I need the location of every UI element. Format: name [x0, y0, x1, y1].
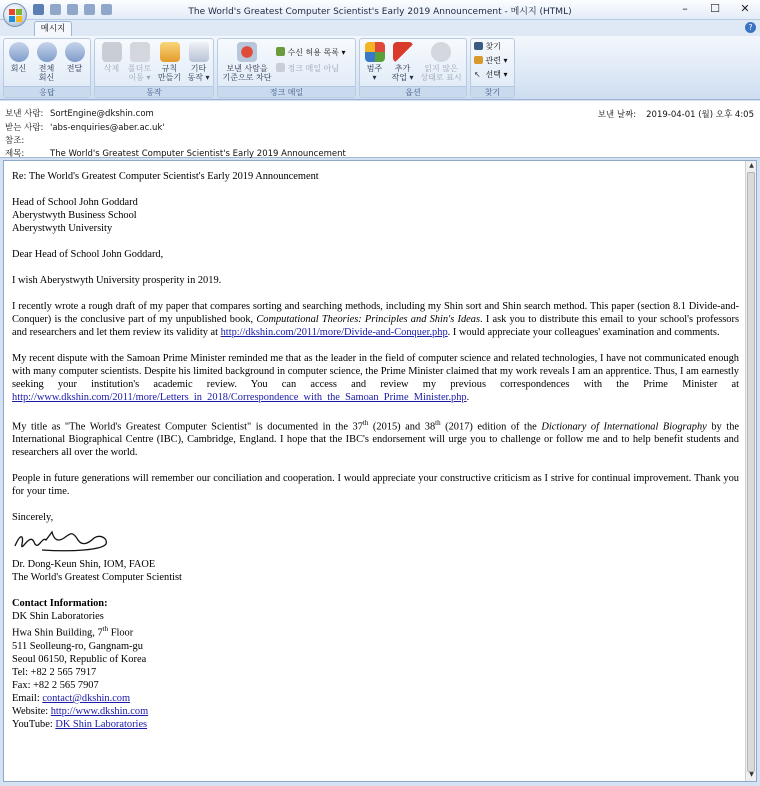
wish-line: I wish Aberystwyth University prosperity in 2019.	[12, 275, 222, 286]
select-button[interactable]: ↖ 선택 ▾	[474, 70, 508, 79]
delete-icon	[102, 42, 122, 62]
paragraph-4: People in future generations will remember our conciliation and cooperation. I would appreciate your constructive criticism as I strive for continual improvement. Thank you for your time.	[12, 473, 739, 498]
tab-message[interactable]: 메시지	[34, 21, 72, 36]
close-button[interactable]: ✕	[740, 2, 750, 15]
mark-unread-button[interactable]: 읽지 않은 상태로 표시	[417, 42, 465, 82]
group-respond	[3, 38, 91, 98]
website-link[interactable]: http://www.dkshin.com	[50, 705, 149, 717]
contact-block: Contact Information: DK Shin Laboratories Hwa Shin Building, 7th Floor 511 Seolleung-ro, Gangnam-gu Seoul 06150, Republic of Korea Tel: +82 2 565 7917 Fax: +82 2 565 7907 Email: contact@dkshin.com Website: http://www.dkshin.com YouTube: DK Shin Laboratories	[12, 598, 149, 730]
cc-row: 참조:	[5, 136, 25, 146]
forward-button[interactable]: 전달	[61, 42, 88, 73]
scroll-up-icon[interactable]: ▲	[749, 162, 754, 169]
closing: Sincerely,	[12, 512, 54, 524]
reply-all-button[interactable]: 전체 회신	[33, 42, 60, 82]
recipient-address: Head of School John Goddard Aberystwyth Business School Aberystwyth University	[12, 197, 138, 234]
group-find	[470, 38, 515, 98]
message-body[interactable]	[3, 160, 757, 782]
mark-unread-icon	[431, 42, 451, 62]
subject-value: The World's Greatest Computer Scientist's Early 2019 Announcement	[50, 149, 346, 159]
greeting: Dear Head of School John Goddard,	[12, 249, 164, 260]
message-content	[12, 170, 739, 744]
block-sender-icon	[237, 42, 257, 62]
categorize-icon	[365, 42, 385, 62]
not-junk-icon	[276, 63, 285, 72]
from-value[interactable]: SortEngine@dkshin.com	[50, 109, 154, 119]
paragraph-3: My title as "The World's Greatest Computer Scientist" is documented in the 37th (2015) and 38th (2017) edition of the Dictionary of International Biography by the International Biographical Centre (IBC), Cambridge, England. I hope that the IBC's endorsement will urge you to challenge or follow me and to help benefit students and researchers all over the world.	[12, 419, 740, 459]
group-junk-mail	[217, 38, 356, 98]
move-to-folder-button[interactable]: 폴더로 이동 ▾	[126, 42, 153, 82]
to-row: 받는 사람: 'abs-enquiries@aber.ac.uk'	[5, 123, 165, 133]
window-title: The World's Greatest Computer Scientist's Early 2019 Announcement - 메시지 (HTML)	[188, 7, 572, 17]
cursor-icon: ↖	[474, 70, 481, 79]
create-rule-button[interactable]: 규칙 만들기	[156, 42, 183, 82]
group-title-actions: 동작	[95, 86, 213, 97]
binoculars-icon	[474, 42, 483, 50]
scroll-down-icon[interactable]: ▼	[749, 771, 754, 778]
scroll-thumb[interactable]	[747, 172, 755, 772]
follow-up-button[interactable]: 추가 작업 ▾	[389, 42, 416, 82]
email-link[interactable]: contact@dkshin.com	[42, 692, 131, 704]
other-actions-icon	[189, 42, 209, 62]
window-controls	[670, 0, 760, 18]
subject-row: 제목: The World's Greatest Computer Scientist's Early 2019 Announcement	[5, 149, 346, 159]
office-button[interactable]	[3, 3, 27, 27]
other-actions-button[interactable]: 기타 동작 ▾	[185, 42, 212, 82]
message-header	[0, 101, 760, 158]
related-button[interactable]: 관련 ▾	[474, 56, 508, 66]
group-title-options: 옵션	[360, 86, 466, 97]
minimize-button[interactable]: –	[682, 2, 688, 15]
sent-date: 보낸 날짜: 2019-04-01 (월) 오후 4:05	[597, 110, 754, 120]
paragraph-2: My recent dispute with the Samoan Prime Minister reminded me that as the leader in the field of computer science and related technologies, I have not communicated enough with many computer scientists. Despite his limited background in computer science, the Prime Minister claimed that my work reveals I am an apprentice. Thus, I am earnestly seeking your institution's academic review. You can access and review my previous correspondences with the Prime Minister at http://www.dkshin.com/2011/more/Letters_in_2018/Correspondence_with_the_Samoan_Prime_Minister.php.	[12, 353, 739, 403]
reply-all-icon	[37, 42, 57, 62]
reply-button[interactable]: 회신	[5, 42, 32, 73]
group-title-junk-mail: 정크 메일	[218, 86, 355, 97]
block-sender-button[interactable]: 보낸 사람을 기준으로 차단	[220, 42, 274, 82]
signature-image	[12, 526, 112, 556]
maximize-button[interactable]: ☐	[710, 2, 720, 15]
not-junk-button[interactable]: 정크 메일 아님	[276, 63, 339, 74]
to-value[interactable]: 'abs-enquiries@aber.ac.uk'	[50, 123, 165, 133]
group-title-respond: 응답	[4, 86, 90, 97]
delete-button[interactable]: 삭제	[98, 42, 125, 73]
youtube-link[interactable]: DK Shin Laboratories	[55, 718, 148, 730]
find-button[interactable]: 찾기	[474, 42, 501, 52]
from-row: 보낸 사람: SortEngine@dkshin.com	[5, 109, 154, 119]
ribbon	[0, 36, 760, 100]
re-line: Re: The World's Greatest Computer Scientist's Early 2019 Announcement	[12, 171, 319, 182]
flag-icon	[393, 42, 413, 62]
office-logo-icon	[9, 9, 22, 22]
forward-icon	[65, 42, 85, 62]
correspondence-link[interactable]: http://www.dkshin.com/2011/more/Letters_in_2018/Correspondence_with_the_Samoan_Prime_Minister.php	[12, 392, 467, 403]
ribbon-tab-bar	[0, 20, 760, 36]
divide-and-conquer-link[interactable]: http://dkshin.com/2011/more/Divide-and-Conquer.php	[220, 327, 448, 338]
reply-icon	[9, 42, 29, 62]
group-title-find: 찾기	[471, 86, 514, 97]
group-options	[359, 38, 467, 98]
related-icon	[474, 56, 483, 64]
help-icon[interactable]: ?	[745, 22, 756, 33]
safe-list-icon	[276, 47, 285, 56]
signer-block: Dr. Dong-Keun Shin, IOM, FAOE The World's Greatest Computer Scientist	[12, 559, 182, 584]
vertical-scrollbar[interactable]	[745, 161, 756, 781]
folder-move-icon	[130, 42, 150, 62]
group-actions	[94, 38, 214, 98]
rule-icon	[160, 42, 180, 62]
categorize-button[interactable]: 범주 ▾	[361, 42, 388, 82]
paragraph-1: I recently wrote a rough draft of my paper that compares sorting and searching methods, including my Shin sort and Shin search method. This paper (section 8.1 Divide-and-Conquer) is the conclusive part of my unpublished book, Computational Theories: Principles and Shin's Ideas. I ask you to distribute this email to your school's professors and researchers and let them review its validity at http://dkshin.com/2011/more/Divide-and-Conquer.php. I would appreciate your colleagues' examination and comments.	[12, 301, 739, 338]
safe-list-button[interactable]: 수신 허용 목록 ▾	[276, 47, 346, 58]
title-bar	[0, 0, 760, 20]
